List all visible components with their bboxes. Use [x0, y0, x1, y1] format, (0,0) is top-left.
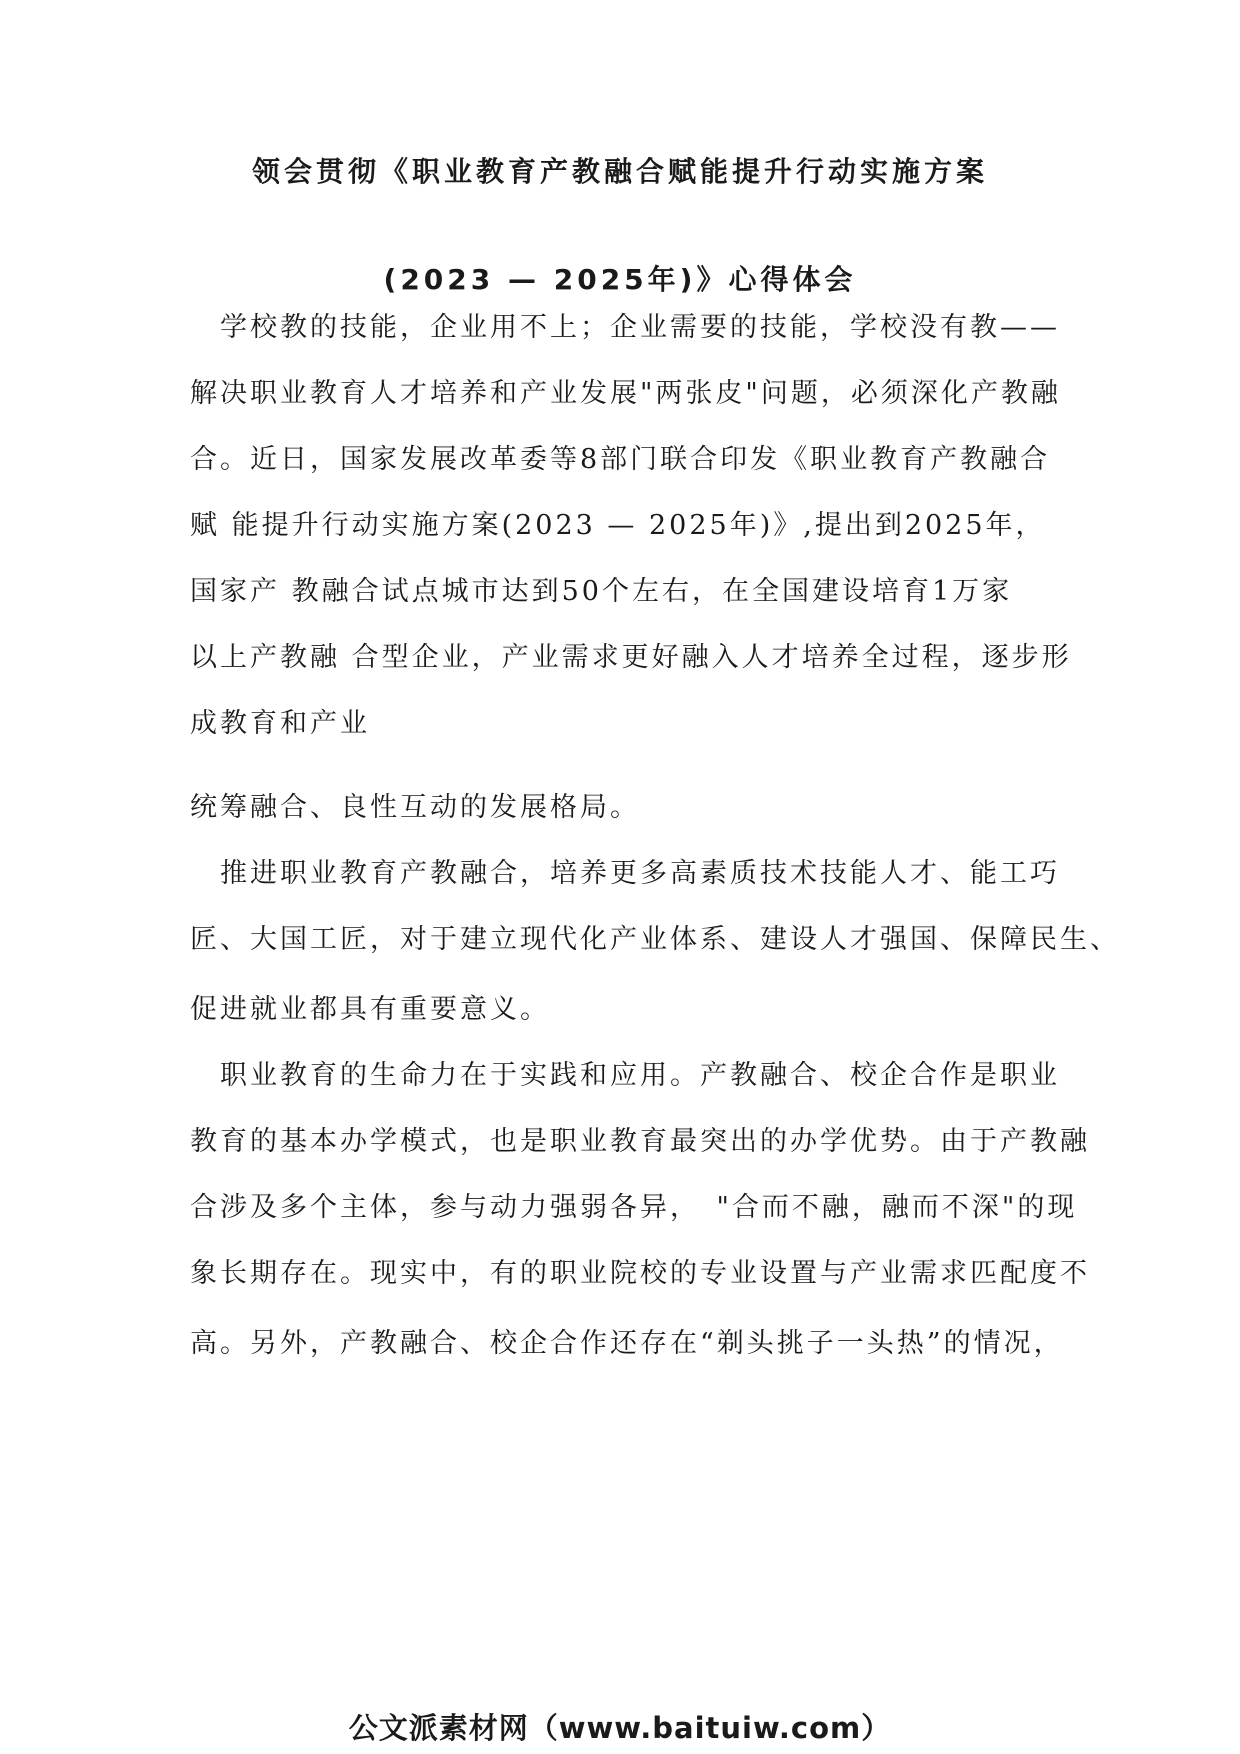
body-line: 推进职业教育产教融合，培养更多高素质技术技能人才、能工巧 [190, 858, 1060, 889]
body-line: 高。另外，产教融合、校企合作还存在“剃头挑子一头热”的情况， [190, 1328, 1064, 1359]
body-line: 赋 能提升行动实施方案(2023 — 2025年)》,提出到2025年， [190, 510, 1046, 541]
body-line: 以上产教融 合型企业，产业需求更好融入人才培养全过程，逐步形 [190, 642, 1072, 673]
body-line: 国家产 教融合试点城市达到50个左右，在全国建设培育1万家 [190, 576, 1013, 607]
body-line: 成教育和产业 [190, 708, 370, 739]
body-line: 解决职业教育人才培养和产业发展"两张皮"问题，必须深化产教融 [190, 378, 1061, 409]
body-line: 学校教的技能，企业用不上；企业需要的技能，学校没有教—— [190, 312, 1060, 343]
document-title-line-1: 领会贯彻《职业教育产教融合赋能提升行动实施方案 [251, 155, 988, 188]
body-line: 合涉及多个主体，参与动力强弱各异， "合而不融，融而不深"的现 [190, 1192, 1078, 1223]
body-line: 象长期存在。现实中，有的职业院校的专业设置与产业需求匹配度不 [190, 1258, 1090, 1289]
body-line: 合。近日，国家发展改革委等8部门联合印发《职业教育产教融合 [190, 444, 1051, 475]
body-line: 匠、大国工匠，对于建立现代化产业体系、建设人才强国、保障民生、 [190, 924, 1120, 955]
body-line: 促进就业都具有重要意义。 [190, 994, 550, 1025]
footer-watermark: 公文派素材网（www.baituiw.com） [348, 1711, 892, 1745]
document-title-line-2: (2023 — 2025年)》心得体会 [383, 263, 857, 296]
body-line: 统筹融合、良性互动的发展格局。 [190, 792, 640, 823]
body-line: 教育的基本办学模式，也是职业教育最突出的办学优势。由于产教融 [190, 1126, 1090, 1157]
body-line: 职业教育的生命力在于实践和应用。产教融合、校企合作是职业 [190, 1060, 1060, 1091]
